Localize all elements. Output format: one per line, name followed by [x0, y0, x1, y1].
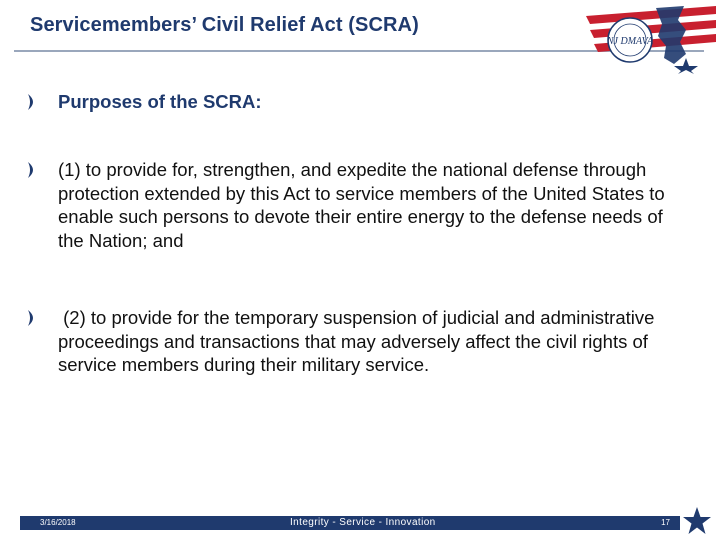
page-number: 17 — [661, 518, 670, 527]
slide-title: Servicemembers’ Civil Relief Act (SCRA) — [30, 14, 419, 36]
agency-logo — [566, 6, 720, 74]
bullet-item-purpose-2 — [28, 306, 678, 377]
bullet-item-purpose-1 — [28, 158, 678, 252]
footer-date: 3/16/2018 — [40, 518, 76, 527]
bullet-text: (2) to provide for the temporary suspension of judicial and administrative proceedings and transactions that may adversely affect the civil rights of service members during their military service. — [58, 307, 660, 375]
wedge-bullet-icon — [28, 94, 38, 110]
star-icon — [682, 506, 712, 536]
bullet-text: (1) to provide for, strengthen, and expedite the national defense through protection extended by this Act to service members of the United States to enable such persons to devote their entire energy to the defense needs of the Nation; and — [58, 159, 665, 251]
bullet-text: Purposes of the SCRA: — [58, 91, 262, 112]
wedge-bullet-icon — [28, 162, 38, 178]
bullet-item-purposes — [28, 90, 678, 114]
logo-text: NJ DMAVA — [606, 36, 654, 47]
footer-bar — [20, 516, 680, 530]
wedge-bullet-icon — [28, 310, 38, 326]
footer-motto: Integrity - Service - Innovation — [290, 517, 436, 528]
